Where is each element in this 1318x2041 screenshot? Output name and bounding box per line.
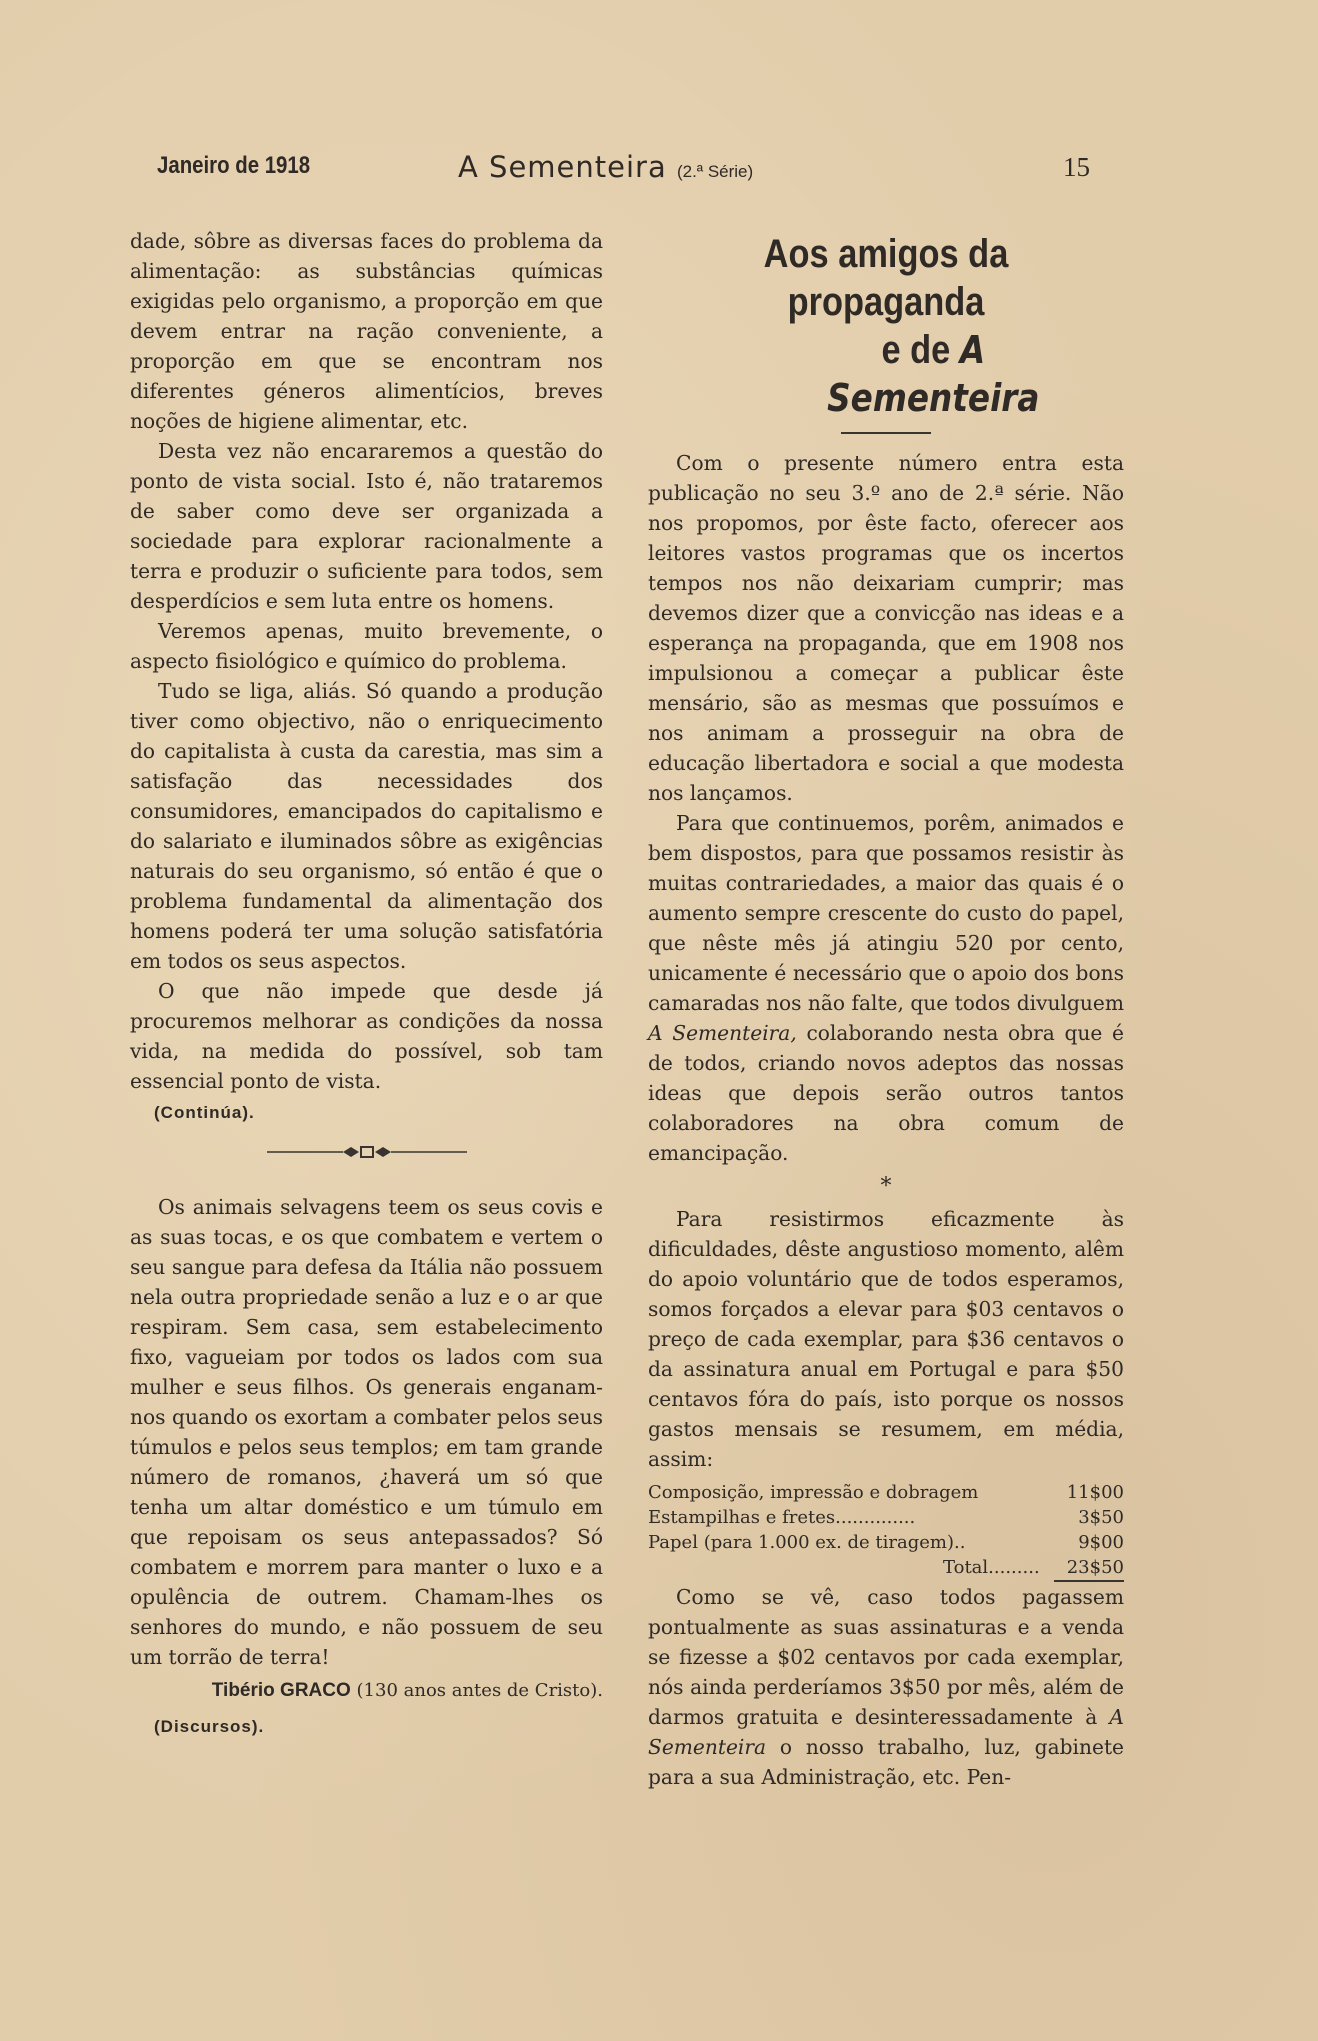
cost-amount: 3$50 xyxy=(1078,1507,1124,1528)
table-row xyxy=(648,1480,1124,1505)
article-title-prefix: e de xyxy=(881,328,951,372)
right-paragraph-2-name: A Sementeira, xyxy=(648,1021,797,1045)
left-paragraph-6: Os animais selvagens teem os seus covis e as suas tocas, e os que combatem e vertem o seu sangue para defesa da Itália não possuem nela outra propriedade senão a luz e o ar que respiram. Sem casa, sem estabelecimento fixo, vagueiam por todos os lados com sua mulher e seus filhos. Os generais enganam-nos quando os exortam a combater pelos seus túmulos e pelos seus templos; em tam grande número de romanos, ¿haverá um só que tenha um altar doméstico e um túmulo em que repoisam os seus antepassados? Só combatem e morrem para manter o luxo e a opulência de outrem. Chamam-lhes os senhores do mundo, e não possuem de seu um torrão de terra! xyxy=(130,1195,603,1669)
page-header xyxy=(150,150,1130,190)
left-paragraph-5: O que não impede que desde já procuremos melhorar as condições da nossa vida, na medida do possível, sob tam essencial ponto de vista. xyxy=(130,979,603,1093)
author-line xyxy=(130,1676,603,1706)
left-paragraph-4: Tudo se liga, aliás. Só quando a produção tiver como objectivo, não o enriquecimento do capitalista à custa da carestia, mas sim a satisfação das necessidades dos consumidores, emancipados do capitalismo e do salariato e iluminados sôbre as exigências naturais do seu organismo, só então é que o problema fundamental da alimentação dos homens poderá ter uma solução satisfatória em todos os seus aspectos. xyxy=(130,679,603,973)
section-star: * xyxy=(880,1174,892,1199)
author-name: Tibério GRACO xyxy=(211,1680,351,1701)
header-date: Janeiro de 1918 xyxy=(157,152,311,179)
source-label xyxy=(130,1710,603,1742)
right-paragraph-2-a: Para que continuemos, porêm, animados e bem dispostos, para que possamos resistir às muitas contrariedades, a maior das quais é o aumento sempre crescente do custo do papel, que nêste mês já atingiu 520 por cento, unicamente é necessário que o apoio dos bons camaradas nos não falte, que todos divulguem xyxy=(648,811,1125,1015)
header-title-text: A Sementeira xyxy=(458,150,667,184)
total-amount: 23$50 xyxy=(1066,1557,1124,1578)
cost-amount: 9$00 xyxy=(1078,1532,1124,1553)
page-number: 15 xyxy=(1063,152,1090,182)
right-paragraph-1: Com o presente número entra esta publicação no seu 3.º ano de 2.ª série. Não nos propomos, por êste facto, oferecer aos leitores vastos programas que os incertos tempos nos não deixariam cumprir; mas devemos dizer que a convicção nas ideas e a esperança na propaganda, que em 1908 nos impulsionou a começar a publicar êste mensário, são as mesmas que possuímos e nos animam a prosseguir na obra de educação libertadora e social a que modesta nos lançamos. xyxy=(648,451,1124,805)
header-title xyxy=(458,150,753,184)
divider-ornament xyxy=(130,1138,603,1168)
continua-label xyxy=(130,1096,603,1128)
left-column xyxy=(130,226,603,1742)
total-row xyxy=(648,1555,1124,1580)
author-note: (130 anos antes de Cristo). xyxy=(356,1680,603,1701)
article-title-line1: Aos amigos da propaganda xyxy=(763,232,1009,324)
right-paragraph-4 xyxy=(648,1582,1124,1792)
cost-label: Composição, impressão e dobragem xyxy=(648,1482,979,1503)
right-column xyxy=(648,226,1124,1792)
right-paragraph-4-b: o nosso trabalho, luz, gabinete para a sua Administração, etc. Pen- xyxy=(648,1735,1124,1789)
title-rule xyxy=(841,432,931,434)
cost-amount: 11$00 xyxy=(1066,1482,1124,1503)
right-paragraph-2 xyxy=(648,808,1124,1168)
table-row xyxy=(648,1505,1124,1530)
left-paragraph-2: Desta vez não encararemos a questão do ponto de vista social. Isto é, não trataremos de saber como deve ser organizada a sociedade para explorar racionalmente a terra e produzir o suficiente para todos, sem desperdícios e sem luta entre os homens. xyxy=(130,439,603,613)
right-paragraph-4-name: A Sementeira xyxy=(648,1705,1124,1759)
article-title-name: A Sementeira xyxy=(827,328,1040,420)
left-paragraph-3: Veremos apenas, muito brevemente, o aspecto fisiológico e químico do problema. xyxy=(130,619,603,673)
cost-label: Papel (para 1.000 ex. de tiragem).. xyxy=(648,1532,966,1553)
costs-table xyxy=(648,1480,1124,1582)
divider-ornament-icon xyxy=(267,1144,467,1160)
header-series: (2.ª Série) xyxy=(676,162,754,181)
cost-label: Estampilhas e fretes.............. xyxy=(648,1507,916,1528)
source-text: (Discursos). xyxy=(154,1717,265,1736)
right-paragraph-3: Para resistirmos eficazmente às dificuldades, dêste angustioso momento, alêm do apoio voluntário que de todos esperamos, somos forçados a elevar para $03 centavos o preço de cada exemplar, para $36 centavos o da assinatura anual em Portugal e para $50 centavos fóra do país, isto porque os nossos gastos mensais se resumem, em média, assim: xyxy=(648,1207,1124,1471)
article-title-line2 xyxy=(681,326,1090,422)
left-paragraph-1: dade, sôbre as diversas faces do problema da alimentação: as substâncias químicas exigidas pelo organismo, a proporção em que devem entrar na ração conveniente, a proporção em que se encontram nos diferentes géneros alimentícios, breves noções de higiene alimentar, etc. xyxy=(130,229,603,433)
table-row xyxy=(648,1530,1124,1555)
total-label: Total......... xyxy=(943,1557,1040,1578)
continua-text: (Continúa). xyxy=(154,1103,255,1122)
right-paragraph-2-b: colaborando nesta obra que é de todos, criando novos adeptos das nossas ideas que depois serão outros tantos colaboradores na obra comum de emancipação. xyxy=(648,1021,1124,1165)
right-paragraph-4-a: Como se vê, caso todos pagassem pontualmente as suas assinaturas e a venda se fizesse a $02 centavos por cada exemplar, nós ainda perderíamos 3$50 por mês, além de darmos gratuita e desinteressadamente à xyxy=(648,1585,1124,1729)
article-title xyxy=(648,230,1124,422)
